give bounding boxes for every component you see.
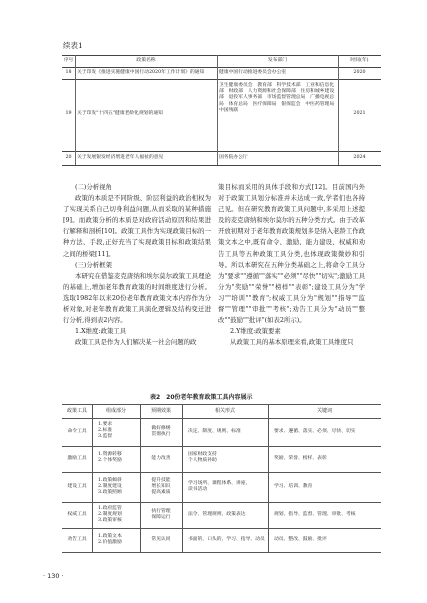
row-19-no: 19 (65, 111, 72, 116)
header-parts: 组成部分 (105, 408, 126, 414)
header-no: 序号 (63, 58, 74, 63)
row-18-year: 2020 (353, 70, 366, 75)
tool-capacity: 建设工具 (67, 484, 87, 489)
forms-capacity: 学习场所、课程体系、讲座、 读书活动 (188, 481, 251, 493)
subsection-heading-x-dimension: 1.X维度:政策工具 (75, 327, 127, 336)
tool-command: 命令工具 (67, 429, 87, 434)
table-caption: 表2 20份老年教育政策工具内容展示 (150, 394, 253, 401)
header-tool: 政策工具 (66, 408, 87, 414)
row-18-name: 关于印发《推进实施健康中国行动2020年工作计划》的通知 (77, 70, 205, 75)
header-policy-name: 政策名称 (136, 58, 156, 63)
paragraph: 政策的本质是不同阶级、阶层利益的政治相权为了实现关系自己切身利益问题,从而采取的某种措施[9]。而政策分析的本质是对政府活动原因和结果进行解释和剖析[10]。政策工具作为实现政策目标的一种方法、手段,正好充当了实现政策目标和政策结果之间的桥梁[11]。 (63, 194, 211, 258)
row-19-name: 关于印发"十四五"健康老龄化规划的通知 (77, 111, 163, 116)
forms-incentive: 国家财政支持 个人物质补助 (188, 452, 217, 464)
paragraph-continued: 策目标而采用的具体手段和方式[12]。目前国内外对于政策工具划分标准并未达成一致,学者们也各持己见。但在研究教育政策工具问题中,多采用上述提及的麦克唐纳和埃尔莫尔的五种分类方式。由于改革开放初期对于老年教育政策规划多是纳入老龄工作政策文本之中,既有命令、激励、能力建设、权威和劝告工具等五种政策工具分类,也体现政策微妙和引导。所以本研究在五种分类基础之上,将命令工具分为"要求""遵循""落实""必须""尽快""切实";激励工具分为"奖励""荣誉""榜样""表彰";建设工具分为"学习""培训""教育";权威工具分为"规划""指导""监督""管理""审批""考核";劝告工具分为"动员""整改""鼓励""批评"(如表2所示)。 (218, 183, 365, 325)
keywords-authority: 规划、指导、监督、管理、审批、考核 (274, 512, 356, 517)
paragraph: 政策工具是作为人们解决某一社会问题的政 (75, 338, 197, 347)
section-heading-perspective: (二)分析视角 (75, 183, 112, 191)
effect-authority: 执行管理 保障运行 (151, 509, 171, 521)
right-column (218, 182, 365, 348)
parts-capacity: 1.政策倾斜 2.制度建设 3.政策照顾 (98, 478, 122, 496)
header-keywords: 关键词 (316, 408, 332, 414)
subsection-heading-y-dimension: 2.Y维度:政策要素 (230, 327, 281, 336)
effect-incentive: 能力改善 (151, 456, 171, 461)
parts-authority: 1.政府监管 2.制度规划 3.政策审核 (98, 506, 122, 524)
parts-persuasion: 1.政策文本 2.价值激励 (98, 534, 122, 546)
effect-persuasion: 常见认同 (151, 537, 171, 542)
header-department: 发布部门 (267, 58, 288, 63)
row-19-year: 2021 (353, 111, 366, 116)
left-column (63, 182, 211, 348)
tool-persuasion: 劝告工具 (67, 537, 87, 542)
effect-capacity: 提升技能 增长知识 提高素质 (151, 478, 171, 496)
row-20-no: 20 (65, 155, 72, 160)
keywords-command: 要求、遵循、落实、必须、尽快、切实 (274, 429, 356, 434)
keywords-persuasion: 动员、整改、鼓励、批评 (274, 537, 327, 542)
header-year: 时间(年) (350, 58, 369, 63)
continuation-label: 续表1 (63, 41, 83, 50)
parts-incentive: 1.资源转移 2.个体奖励 (98, 452, 122, 464)
policy-table (62, 55, 381, 165)
tool-incentive: 激励工具 (67, 456, 87, 461)
keywords-capacity: 学习、培训、教育 (274, 484, 313, 489)
keywords-incentive: 奖励、荣誉、榜样、表彰 (274, 456, 327, 461)
row-20-year: 2024 (353, 155, 366, 160)
section-heading-framework: (三)分析框架 (75, 260, 112, 269)
parts-command: 1.要求 2.标准 3.监督 (98, 422, 113, 440)
forms-persuasion: 书面的、口头的、学习、指导、动员 (188, 537, 265, 542)
header-forms: 相关形式 (214, 408, 235, 414)
forms-authority: 法令、管理规则、政策表达 (188, 512, 246, 517)
effect-command: 做好修缮 贯彻执行 (151, 426, 171, 438)
paragraph: 从政策工具的基本原理来看,政策工具维度只 (230, 338, 354, 347)
page-number: · 130 · (43, 572, 64, 580)
row-19-dept: 卫生健康委员会 教育部 科学技术部 工业和信息化部 财政部 人力资源和社会保障部 住房和城乡建设部 退役军人事务部 市场监督管理总局 广播电视总局 体育总局 医疗保障局 银保监会 中医药管理局 中国残联 (219, 83, 339, 113)
row-20-name: 关于发展银发经济增进老年人福祉的意见 (77, 155, 164, 160)
forms-command: 决定、制度、规则、标准 (188, 429, 241, 434)
tool-authority: 权威工具 (67, 512, 87, 517)
paragraph: 本研究在借鉴麦克唐纳和埃尔莫尔政策工具理论的基础上,增加老年教育政策的时间维度进行分析。选取1982年以来20份老年教育政策文本内容作为分析对象,对老年教育政策工具演化逻辑及结构变迁进行分析,得到表2内容。 (63, 271, 211, 325)
row-18-no: 18 (65, 70, 72, 75)
policy-tool-table (62, 404, 381, 552)
header-effect: 预期效果 (150, 408, 171, 414)
row-20-dept: 国务院办公厅 (219, 155, 248, 160)
row-18-dept: 健康中国行动推进委员会办公室 (219, 70, 287, 75)
